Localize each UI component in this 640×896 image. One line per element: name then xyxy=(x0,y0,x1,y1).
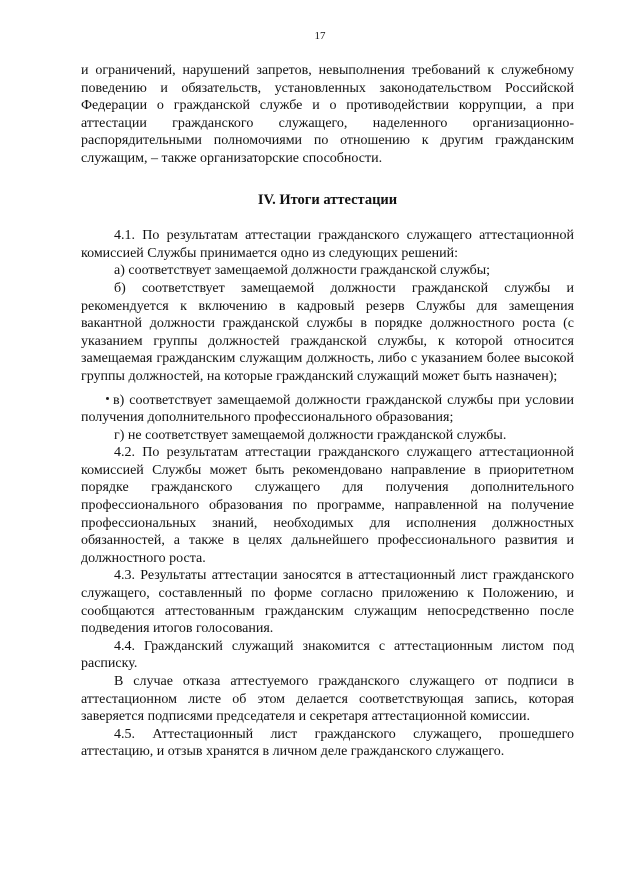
paragraph-4-2: 4.2. По результатам аттестации гражданского служащего аттестационной комиссией Службы может быть рекомендовано направление в приоритетном порядке гражданского служащего для получения дополнительного профессионального образования по программе, направленной на получение профессиональных знаний, необходимых для исполнения должностных обязанностей, а также в целях дальнейшего профессионального развития и должностного роста. xyxy=(81,445,574,566)
section-title: IV. Итоги аттестации xyxy=(257,191,398,208)
intro-continuation-paragraph: и ограничений, нарушений запретов, невыполнения требований к служебному поведению и обязательств, установленных законодательством Российской Федерации о гражданской службе и о противодействии коррупции, а при аттестации гражданского служащего, наделенного организационно-распорядительными полномочиями по отношению к другим гражданским служащим, – также организаторские способности. xyxy=(81,63,574,166)
paragraph-4-4: 4.4. Гражданский служащий знакомится с аттестационным листом под расписку. xyxy=(81,638,574,672)
decision-item-v: в) соответствует замещаемой должности гражданской службы при условии получения дополнительного профессионального образования; xyxy=(81,392,574,426)
decision-item-b: б) соответствует замещаемой должности гражданской службы и рекомендуется к включению в кадровый резерв Службы для замещения вакантной должности гражданской службы в порядке должностного роста (с указанием группы должностей гражданской службы, к которой относится замещаемая гражданским служащим должность, либо с указанием более высокой группы должностей, на которые гражданский служащий может быть назначен); xyxy=(81,280,574,384)
decision-item-v-wrapper xyxy=(81,392,574,427)
decision-item-g: г) не соответствует замещаемой должности гражданской службы. xyxy=(114,427,507,443)
decision-item-a: а) соответствует замещаемой должности гражданской службы; xyxy=(114,263,490,279)
paragraph-4-5: 4.5. Аттестационный лист гражданского служащего, прошедшего аттестацию, и отзыв хранятся в личном деле гражданского служащего. xyxy=(81,726,574,760)
document-body xyxy=(81,62,574,761)
scan-speck-mark xyxy=(106,397,109,400)
paragraph-4-1: 4.1. По результатам аттестации гражданского служащего аттестационной комиссией Службы принимается одно из следующих решений: xyxy=(81,228,574,261)
page-number: 17 xyxy=(314,30,326,42)
paragraph-4-4-refusal: В случае отказа аттестуемого гражданского служащего от подписи в аттестационном листе об этом делается соответствующая запись, которая заверяется подписями председателя и секретаря аттестационной комиссии. xyxy=(81,674,574,725)
paragraph-4-3: 4.3. Результаты аттестации заносятся в аттестационный лист гражданского служащего, составленный по форме согласно приложению к Положению, и сообщаются аттестованным гражданским служащим непосредственно после подведения итогов голосования. xyxy=(81,568,574,637)
